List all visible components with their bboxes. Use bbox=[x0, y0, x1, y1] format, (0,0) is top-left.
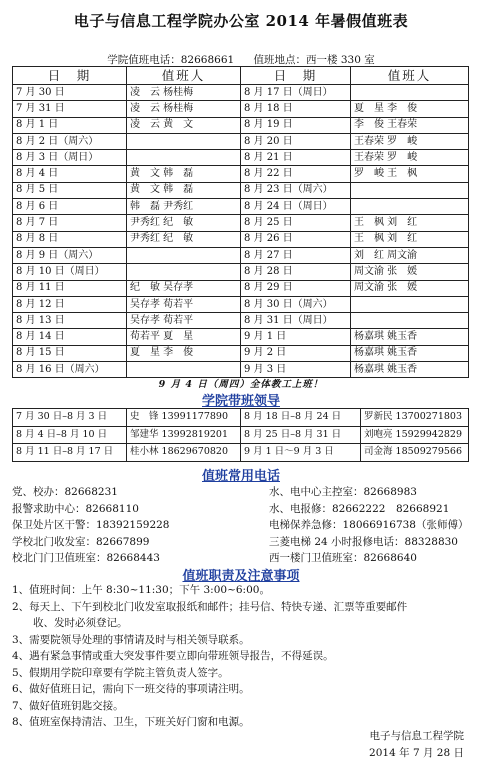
list-item: 2、每天上、下午到校北门收发室取报纸和邮件；挂号信、特快专递、汇票等重要邮件 bbox=[12, 600, 408, 613]
date-cell: 8 月 13 日 bbox=[13, 313, 127, 329]
leaders-table bbox=[12, 408, 469, 462]
duty-table bbox=[12, 66, 469, 378]
date-cell: 7 月 31 日 bbox=[13, 101, 127, 117]
date-cell: 8 月 28 日 bbox=[241, 264, 351, 280]
date-cell: 8 月 27 日 bbox=[241, 247, 351, 263]
table-row bbox=[13, 345, 469, 361]
period-cell: 8 月 4 日–8 月 10 日 bbox=[13, 426, 127, 444]
table-row bbox=[13, 264, 469, 280]
date-cell: 8 月 12 日 bbox=[13, 296, 127, 312]
date-cell: 8 月 16 日（周六） bbox=[13, 362, 127, 378]
table-row bbox=[13, 166, 469, 182]
table-row bbox=[13, 409, 469, 427]
person-cell bbox=[127, 150, 241, 166]
leader-cell: 罗新民 13700271803 bbox=[361, 409, 469, 427]
person-cell bbox=[127, 247, 241, 263]
person-cell: 夏 星 李 俊 bbox=[351, 101, 469, 117]
table-row bbox=[13, 182, 469, 198]
date-cell: 8 月 22 日 bbox=[241, 166, 351, 182]
date-cell: 8 月 29 日 bbox=[241, 280, 351, 296]
leaders-title: 学院带班领导 bbox=[201, 394, 280, 409]
list-item bbox=[12, 501, 472, 518]
leader-cell: 司金海 18509279566 bbox=[361, 444, 469, 462]
person-cell: 杨嘉琪 姚玉香 bbox=[351, 345, 469, 361]
person-cell: 周文渝 张 媛 bbox=[351, 280, 469, 296]
phone-entry: 报警求助中心：82668110 bbox=[12, 502, 139, 515]
work-resume-notice: 9 月 4 日（周四）全体教工上班！ bbox=[158, 379, 324, 390]
leader-cell: 刘咆亮 15929942829 bbox=[361, 426, 469, 444]
table-row bbox=[13, 133, 469, 149]
table-row bbox=[13, 215, 469, 231]
header-person-left: 值班人 bbox=[127, 67, 241, 85]
person-cell: 夏 星 李 俊 bbox=[127, 345, 241, 361]
person-cell: 罗 峻 王 枫 bbox=[351, 166, 469, 182]
date-cell: 8 月 1 日 bbox=[13, 117, 127, 133]
person-cell: 周文渝 张 媛 bbox=[351, 264, 469, 280]
list-item: 6、做好值班日记，需向下一班交待的事项请注明。 bbox=[12, 683, 250, 695]
date-cell: 8 月 18 日 bbox=[241, 101, 351, 117]
list-item: 8、值班室保持清洁、卫生，下班关好门窗和电源。 bbox=[12, 716, 250, 728]
header-person-right: 值班人 bbox=[351, 67, 469, 85]
header-date-left: 日 期 bbox=[13, 67, 127, 85]
duty-location: 值班地点：西一楼 330 室 bbox=[253, 54, 375, 66]
date-cell: 8 月 5 日 bbox=[13, 182, 127, 198]
date-cell: 8 月 4 日 bbox=[13, 166, 127, 182]
table-row bbox=[13, 85, 469, 101]
person-cell: 杨嘉琪 姚玉香 bbox=[351, 329, 469, 345]
date-cell: 8 月 6 日 bbox=[13, 199, 127, 215]
person-cell: 吴存孝 荀若平 bbox=[127, 313, 241, 329]
table-row bbox=[13, 296, 469, 312]
person-cell: 纪 敏 吴存孝 bbox=[127, 280, 241, 296]
date-cell: 8 月 10 日（周日） bbox=[13, 264, 127, 280]
person-cell: 王 枫 刘 红 bbox=[351, 231, 469, 247]
period-cell: 7 月 30 日–8 月 3 日 bbox=[13, 409, 127, 427]
date-cell: 8 月 31 日（周日） bbox=[241, 313, 351, 329]
date-cell: 8 月 25 日 bbox=[241, 215, 351, 231]
period-cell: 9 月 1 日～9 月 3 日 bbox=[241, 444, 361, 462]
list-item: 1、值班时间：上午 8:30~11:30；下午 3:00~6:00。 bbox=[12, 584, 270, 596]
signature-org: 电子与信息工程学院 bbox=[369, 730, 464, 742]
person-cell: 韩 磊 尹秀红 bbox=[127, 199, 241, 215]
phone-entry: 三菱电梯 24 小时报修电话：88328830 bbox=[269, 535, 458, 548]
date-cell: 9 月 3 日 bbox=[241, 362, 351, 378]
date-cell: 9 月 2 日 bbox=[241, 345, 351, 361]
person-cell: 荀若平 夏 星 bbox=[127, 329, 241, 345]
duty-table-header bbox=[13, 67, 469, 85]
date-cell: 8 月 15 日 bbox=[13, 345, 127, 361]
person-cell: 尹秀红 纪 敏 bbox=[127, 231, 241, 247]
date-cell: 8 月 19 日 bbox=[241, 117, 351, 133]
phone-entry: 水、电中心主控室：82668983 bbox=[269, 486, 417, 498]
table-row bbox=[13, 199, 469, 215]
contact-line bbox=[0, 52, 482, 67]
date-cell: 8 月 3 日（周日） bbox=[13, 150, 127, 166]
duties-title: 值班职责及注意事项 bbox=[182, 569, 300, 584]
date-cell: 8 月 2 日（周六） bbox=[13, 133, 127, 149]
date-cell: 7 月 30 日 bbox=[13, 85, 127, 101]
table-row bbox=[13, 117, 469, 133]
date-cell: 8 月 26 日 bbox=[241, 231, 351, 247]
table-row bbox=[13, 313, 469, 329]
table-row bbox=[13, 444, 469, 462]
person-cell: 凌 云 杨桂梅 bbox=[127, 101, 241, 117]
person-cell: 吴存孝 荀若平 bbox=[127, 296, 241, 312]
table-row bbox=[13, 231, 469, 247]
person-cell: 刘 红 周文渝 bbox=[351, 247, 469, 263]
date-cell: 8 月 8 日 bbox=[13, 231, 127, 247]
person-cell bbox=[351, 85, 469, 101]
person-cell: 黄 文 韩 磊 bbox=[127, 166, 241, 182]
date-cell: 8 月 9 日（周六） bbox=[13, 247, 127, 263]
person-cell: 黄 文 韩 磊 bbox=[127, 182, 241, 198]
table-row bbox=[13, 101, 469, 117]
person-cell: 王 枫 刘 红 bbox=[351, 215, 469, 231]
list-item: 收、发时必须登记。 bbox=[12, 617, 128, 629]
date-cell: 8 月 14 日 bbox=[13, 329, 127, 345]
period-cell: 8 月 11 日–8 月 17 日 bbox=[13, 444, 127, 462]
list-item bbox=[12, 534, 472, 551]
person-cell bbox=[351, 199, 469, 215]
phone-entry: 电梯保养急修：18066916738（张师傅） bbox=[269, 519, 469, 531]
date-cell: 8 月 17 日（周日） bbox=[241, 85, 351, 101]
date-cell: 8 月 23 日（周六） bbox=[241, 182, 351, 198]
person-cell: 尹秀红 纪 敏 bbox=[127, 215, 241, 231]
leader-cell: 邹建华 13992819201 bbox=[127, 426, 241, 444]
person-cell: 凌 云 黄 文 bbox=[127, 117, 241, 133]
person-cell bbox=[351, 296, 469, 312]
date-cell: 8 月 30 日（周六） bbox=[241, 296, 351, 312]
table-row bbox=[13, 280, 469, 296]
person-cell bbox=[127, 133, 241, 149]
table-row bbox=[13, 329, 469, 345]
phones-title: 值班常用电话 bbox=[201, 469, 280, 484]
period-cell: 8 月 18 日–8 月 24 日 bbox=[241, 409, 361, 427]
person-cell bbox=[127, 264, 241, 280]
phone-list bbox=[12, 484, 472, 567]
leader-cell: 史 锋 13991177890 bbox=[127, 409, 241, 427]
person-cell: 王春荣 罗 峻 bbox=[351, 150, 469, 166]
list-item: 7、做好值班钥匙交接。 bbox=[12, 699, 124, 712]
table-row bbox=[13, 150, 469, 166]
phone-entry: 西一楼门卫值班室：82668640 bbox=[269, 552, 417, 564]
person-cell bbox=[351, 182, 469, 198]
duty-phone: 学院值班电话：82668661 bbox=[107, 54, 235, 66]
person-cell bbox=[351, 313, 469, 329]
date-cell: 8 月 20 日 bbox=[241, 133, 351, 149]
page-title: 电子与信息工程学院办公室 2014 年暑假值班表 bbox=[73, 12, 409, 30]
list-item bbox=[12, 484, 472, 501]
date-cell: 8 月 7 日 bbox=[13, 215, 127, 231]
list-item bbox=[12, 517, 472, 534]
table-row bbox=[13, 426, 469, 444]
signature-date: 2014 年 7 月 28 日 bbox=[369, 747, 464, 759]
person-cell: 李 俊 王春荣 bbox=[351, 117, 469, 133]
phone-entry: 保卫处片区干警：18392159228 bbox=[12, 519, 170, 531]
person-cell: 凌 云 杨桂梅 bbox=[127, 85, 241, 101]
date-cell: 8 月 11 日 bbox=[13, 280, 127, 296]
date-cell: 8 月 24 日（周日） bbox=[241, 199, 351, 215]
phone-entry: 党、校办：82668231 bbox=[12, 486, 118, 498]
person-cell: 杨嘉琪 姚玉香 bbox=[351, 362, 469, 378]
list-item: 3、需要院领导处理的事情请及时与相关领导联系。 bbox=[12, 633, 250, 646]
person-cell: 王春荣 罗 峻 bbox=[351, 133, 469, 149]
phone-entry: 学校北门收发室：82667899 bbox=[12, 535, 150, 548]
leader-cell: 桂小林 18629670820 bbox=[127, 444, 241, 462]
table-row bbox=[13, 247, 469, 263]
date-cell: 8 月 21 日 bbox=[241, 150, 351, 166]
phone-entry: 校北门门卫值班室：82668443 bbox=[12, 552, 160, 564]
date-cell: 9 月 1 日 bbox=[241, 329, 351, 345]
duty-notes bbox=[12, 582, 474, 731]
header-date-right: 日 期 bbox=[241, 67, 351, 85]
period-cell: 8 月 25 日–8 月 31 日 bbox=[241, 426, 361, 444]
list-item: 4、遇有紧急事情或重大突发事件要立即向带班领导报告，不得延误。 bbox=[12, 650, 334, 662]
list-item: 5、假期用学院印章要有学院主管负责人签字。 bbox=[12, 666, 229, 679]
phone-entry: 水、电报修：82662222 82668921 bbox=[269, 502, 450, 515]
